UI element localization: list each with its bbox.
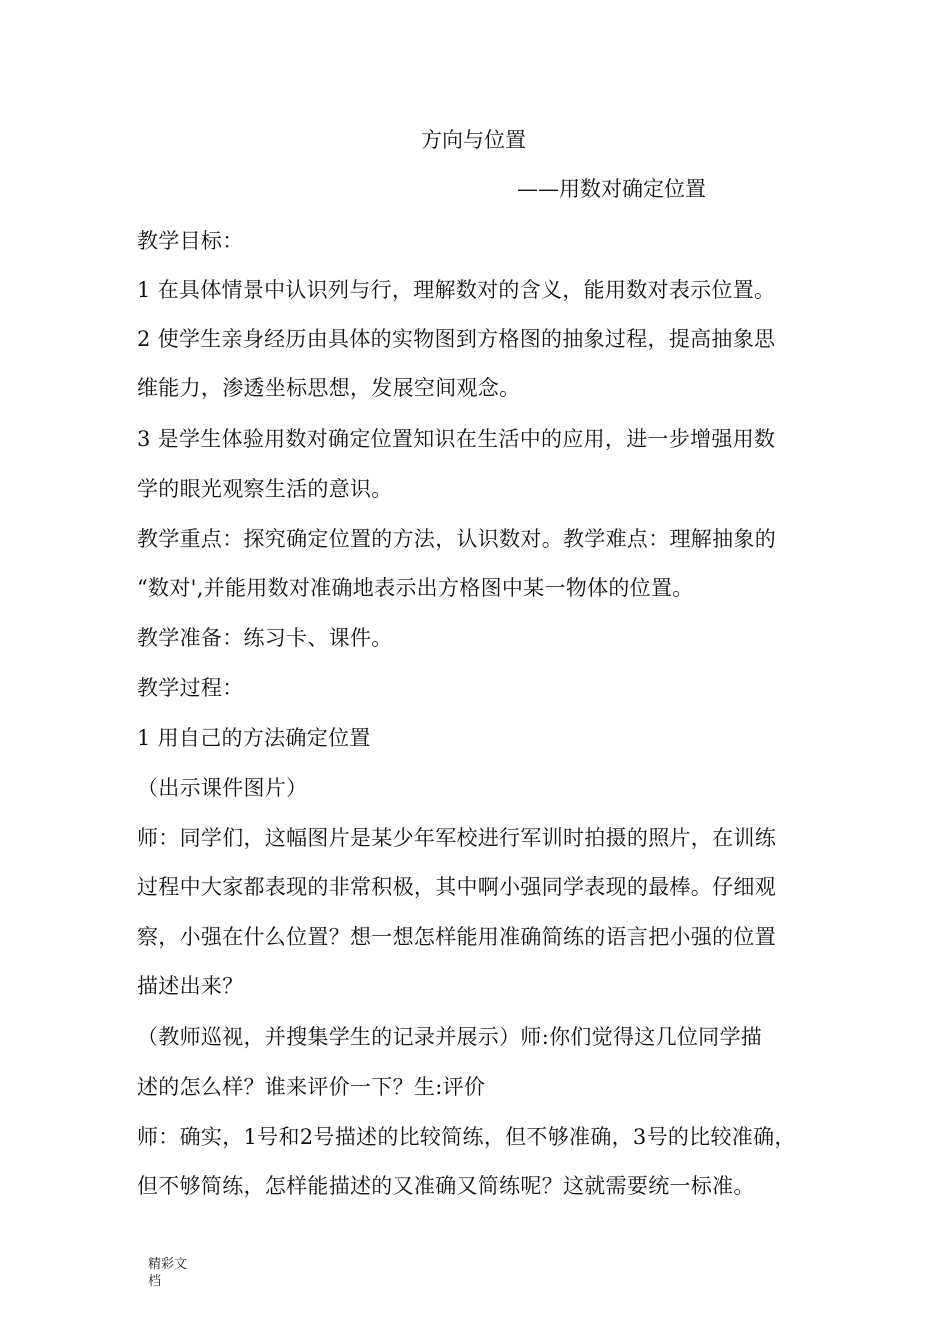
teacher-paragraph-line-4: 描述出来？ xyxy=(137,974,244,998)
document-subtitle: ——用数对确定位置 xyxy=(517,177,706,201)
summary-paragraph-line-1: 师：确实，1号和2号描述的比较简练，但不够准确，3号的比较准确， xyxy=(137,1125,796,1149)
step-1-note: （出示课件图片） xyxy=(137,776,308,800)
section-heading-process: 教学过程： xyxy=(137,676,244,700)
preparation: 教学准备：练习卡、课件。 xyxy=(137,626,393,650)
activity-paragraph-line-1: （教师巡视，并搜集学生的记录并展示）师:你们觉得这几位同学描 xyxy=(137,1025,763,1049)
key-points-line-2: “数对',并能用数对准确地表示出方格图中某一物体的位置。 xyxy=(137,576,694,600)
teacher-paragraph-line-3: 察，小强在什么位置？想一想怎样能用准确简练的语言把小强的位置 xyxy=(137,925,776,949)
teacher-paragraph-line-2: 过程中大家都表现的非常积极，其中啊小强同学表现的最棒。仔细观 xyxy=(137,875,776,899)
document-title: 方向与位置 xyxy=(421,128,526,152)
objective-2-line-2: 维能力，渗透坐标思想，发展空间观念。 xyxy=(137,376,521,400)
footer-watermark xyxy=(148,1256,208,1290)
step-1-heading: 1 用自己的方法确定位置 xyxy=(137,726,371,750)
section-heading-objectives: 教学目标： xyxy=(137,229,244,253)
summary-paragraph-line-2: 但不够简练，怎样能描述的又准确又简练呢？这就需要统一标准。 xyxy=(137,1174,755,1198)
objective-2-line-1: 2 使学生亲身经历由具体的实物图到方格图的抽象过程，提高抽象思 xyxy=(137,327,776,351)
footer-text-line-1: 精彩文 xyxy=(148,1257,188,1272)
objective-1: 1 在具体情景中认识列与行，理解数对的含义，能用数对表示位置。 xyxy=(137,278,776,302)
teacher-paragraph-line-1: 师：同学们，这幅图片是某少年军校进行军训时拍摄的照片，在训练 xyxy=(137,826,776,850)
objective-3-line-1: 3 是学生体验用数对确定位置知识在生活中的应用，进一步增强用数 xyxy=(137,427,776,451)
key-points-line-1: 教学重点：探究确定位置的方法，认识数对。教学难点：理解抽象的 xyxy=(137,527,776,551)
activity-paragraph-line-2: 述的怎么样？谁来评价一下？生:评价 xyxy=(137,1075,486,1099)
objective-3-line-2: 学的眼光观察生活的意识。 xyxy=(137,477,393,501)
footer-text-line-2: 档 xyxy=(148,1274,162,1289)
